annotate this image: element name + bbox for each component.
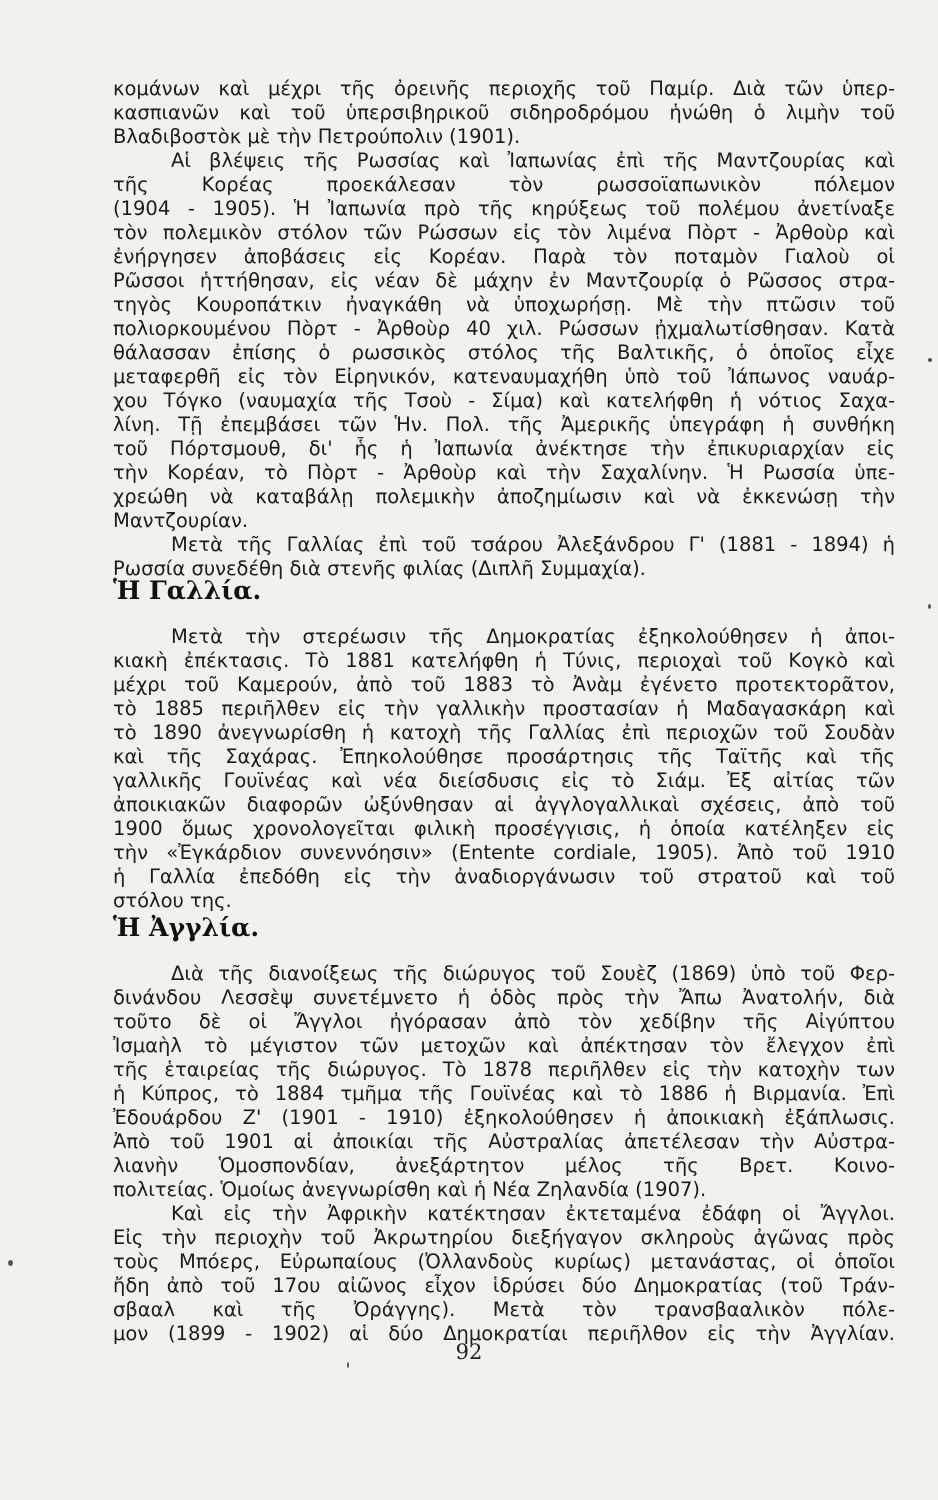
page-number: 92 (455, 1340, 483, 1364)
text-line: τηγὸς Κουροπάτκιν ἠναγκάθη νὰ ὑποχωρήσῃ. Μὲ τὴν πτῶσιν τοῦ (113, 293, 895, 316)
text-line: ἡ Γαλλία ἐπεδόθη εἰς τὴν ἀναδιοργάνωσιν τοῦ στρατοῦ καὶ τοῦ (113, 865, 895, 888)
text-line: τὴν Κορέαν, τὸ Πὸρτ - Ἀρθοὺρ καὶ τὴν Σαχαλίνην. Ἡ Ρωσσία ὑπε- (113, 461, 895, 484)
text-line: Καὶ εἰς τὴν Ἀφρικὴν κατέκτησαν ἐκτεταμένα ἐδάφη οἱ Ἄγγλοι. (171, 1202, 895, 1225)
text-line: τὸν πολεμικὸν στόλον τῶν Ρώσσων εἰς τὸν λιμένα Πὸρτ - Ἀρθοὺρ καὶ (113, 221, 895, 244)
text-line: Ἀπὸ τοῦ 1901 αἱ ἀποικίαι τῆς Αὐστραλίας ἀπετέλεσαν τὴν Αὐστρα- (113, 1130, 895, 1153)
text-line: Μετὰ τῆς Γαλλίας ἐπὶ τοῦ τσάρου Ἀλεξάνδρου Γ' (1881 - 1894) ἡ (171, 533, 895, 556)
france-heading: Ἡ Γαλλία. (113, 576, 262, 605)
england-heading: Ἡ Ἀγγλία. (113, 913, 260, 942)
scan-speck (928, 358, 932, 362)
text-line: τὴν «Ἐγκάρδιον συνεννόησιν» (Entente cordiale, 1905). Ἀπὸ τοῦ 1910 (113, 841, 895, 864)
text-line: 1900 ὅμως χρονολογεῖται φιλικὴ προσέγγισις, ἡ ὁποία κατέληξεν εἰς (113, 817, 895, 840)
text-line: Ρωσσία συνεδέθη διὰ στενῆς φιλίας (Διπλῆ Συμμαχία). (113, 557, 646, 580)
text-line: Διὰ τῆς διανοίξεως τῆς διώρυγος τοῦ Σουὲζ (1869) ὑπὸ τοῦ Φερ- (171, 962, 895, 985)
text-line: ἡ Κύπρος, τὸ 1884 τμῆμα τῆς Γουϊνέας καὶ τὸ 1886 ἡ Βιρμανία. Ἐπὶ (113, 1082, 895, 1105)
text-line: Εἰς τὴν περιοχὴν τοῦ Ἀκρωτηρίου διεξήγαγον σκληροὺς ἀγῶνας πρὸς (113, 1226, 895, 1249)
scan-speck (8, 1260, 13, 1266)
text-line: γαλλικῆς Γουϊνέας καὶ νέα διείσδυσις εἰς τὸ Σιάμ. Ἐξ αἰτίας τῶν (113, 769, 895, 792)
text-line: τὸ 1885 περιῆλθεν εἰς τὴν γαλλικὴν προστασίαν ἡ Μαδαγασκάρη καὶ (113, 697, 895, 720)
text-line: τοὺς Μπόερς, Εὐρωπαίους (Ὀλλανδοὺς κυρίως) μετανάστας, οἱ ὁποῖοι (113, 1250, 895, 1273)
russia-section-text (113, 77, 895, 581)
text-line: χου Τόγκο (ναυμαχία τῆς Τσοὺ - Σίμα) καὶ κατελήφθη ἡ νότιος Σαχα- (113, 389, 895, 412)
text-line: τοῦτο δὲ οἱ Ἄγγλοι ἠγόρασαν ἀπὸ τὸν χεδίβην τῆς Αἰγύπτου (113, 1010, 895, 1033)
text-line: μεταφερθῆ εἰς τὸν Εἰρηνικόν, κατεναυμαχήθη ὑπὸ τοῦ Ἰάπωνος ναυάρ- (113, 365, 895, 388)
text-line: λιανὴν Ὁμοσπονδίαν, ἀνεξάρτητον μέλος τῆς Βρετ. Κοινο- (113, 1154, 895, 1177)
text-line: στόλου της. (113, 889, 232, 912)
text-line: κασπιανῶν καὶ τοῦ ὑπερσιβηρικοῦ σιδηροδρόμου ἡνώθη ὁ λιμὴν τοῦ (113, 101, 895, 124)
text-line: λίνη. Τῇ ἐπεμβάσει τῶν Ἡν. Πολ. τῆς Ἀμερικῆς ὑπεγράφη ἡ συνθήκη (113, 413, 895, 436)
text-line: Ἐδουάρδου Ζ' (1901 - 1910) ἐξηκολούθησεν ἡ ἀποικιακὴ ἐξάπλωσις. (113, 1106, 895, 1129)
text-line: Ἰσμαὴλ τὸ μέγιστον τῶν μετοχῶν καὶ ἀπέκτησαν τὸν ἔλεγχον ἐπὶ (113, 1034, 895, 1057)
text-line: δινάνδου Λεσσὲψ συνετέμνετο ἡ ὁδὸς πρὸς τὴν Ἄπω Ἀνατολήν, διὰ (113, 986, 895, 1009)
text-line: μέχρι τοῦ Καμερούν, ἀπὸ τοῦ 1883 τὸ Ἀνὰμ ἐγένετο προτεκτορᾶτον, (113, 673, 895, 696)
text-line: θάλασσαν ἐπίσης ὁ ρωσσικὸς στόλος τῆς Βαλτικῆς, ὁ ὁποῖος εἶχε (113, 341, 895, 364)
text-line: μον (1899 - 1902) αἱ δύο Δημοκρατίαι περιῆλθον εἰς τὴν Ἀγγλίαν. (113, 1322, 895, 1345)
text-line: τὸ 1890 ἀνεγνωρίσθη ἡ κατοχὴ τῆς Γαλλίας ἐπὶ περιοχῶν τοῦ Σουδὰν (113, 721, 895, 744)
text-line: πολιορκουμένου Πὸρτ - Ἀρθοὺρ 40 χιλ. Ρώσσων ᾐχμαλωτίσθησαν. Κατὰ (113, 317, 895, 340)
text-line: τοῦ Πόρτσμουθ, δι' ἧς ἡ Ἰαπωνία ἀνέκτησε τὴν ἐπικυριαρχίαν εἰς (113, 437, 895, 460)
text-line: χρεώθη νὰ καταβάλῃ πολεμικὴν ἀποζημίωσιν καὶ νὰ ἐκκενώσῃ τὴν (113, 485, 895, 508)
england-section-text (113, 962, 895, 1346)
text-line: Βλαδιβοστὸκ μὲ τὴν Πετρούπολιν (1901). (113, 125, 521, 148)
text-line: σβααλ καὶ τῆς Ὀράγγης). Μετὰ τὸν τρανσβααλικὸν πόλε- (113, 1298, 895, 1321)
text-line: ἤδη ἀπὸ τοῦ 17ου αἰῶνος εἶχον ἱδρύσει δύο Δημοκρατίας (τοῦ Τράν- (113, 1274, 895, 1297)
text-line: Ρῶσσοι ἡττήθησαν, εἰς νέαν δὲ μάχην ἐν Μαντζουρίᾳ ὁ Ρῶσσος στρα- (113, 269, 895, 292)
text-line: (1904 - 1905). Ἡ Ἰαπωνία πρὸ τῆς κηρύξεως τοῦ πολέμου ἀνετίναξε (113, 197, 895, 220)
text-line: τῆς ἑταιρείας τῆς διώρυγος. Τὸ 1878 περιῆλθεν εἰς τὴν κατοχὴν των (113, 1058, 895, 1081)
text-line: Αἱ βλέψεις τῆς Ρωσσίας καὶ Ἰαπωνίας ἐπὶ τῆς Μαντζουρίας καὶ (171, 149, 895, 172)
text-line: ἀποικιακῶν διαφορῶν ὠξύνθησαν αἱ ἀγγλογαλλικαὶ σχέσεις, ἀπὸ τοῦ (113, 793, 895, 816)
text-line: καὶ τῆς Σαχάρας. Ἐπηκολούθησε προσάρτησις τῆς Ταϊτῆς καὶ τῆς (113, 745, 895, 768)
text-line: κιακὴ ἐπέκτασις. Τὸ 1881 κατελήφθη ἡ Τύνις, περιοχαὶ τοῦ Κογκὸ καὶ (113, 649, 895, 672)
text-line: πολιτείας. Ὁμοίως ἀνεγνωρίσθη καὶ ἡ Νέα Ζηλανδία (1907). (113, 1178, 707, 1201)
scan-speck (928, 604, 931, 609)
text-line: Μετὰ τὴν στερέωσιν τῆς Δημοκρατίας ἐξηκολούθησεν ἡ ἀποι- (171, 625, 895, 648)
france-section-text (113, 625, 895, 913)
scan-speck (347, 1362, 349, 1368)
text-line: Μαντζουρίαν. (113, 509, 249, 532)
text-line: τῆς Κορέας προεκάλεσαν τὸν ρωσσοϊαπωνικὸν πόλεμον (113, 173, 895, 196)
text-line: κομάνων καὶ μέχρι τῆς ὀρεινῆς περιοχῆς τοῦ Παμίρ. Διὰ τῶν ὑπερ- (113, 77, 895, 100)
text-line: ἐνήργησεν ἀποβάσεις εἰς Κορέαν. Παρὰ τὸν ποταμὸν Γιαλοὺ οἱ (113, 245, 895, 268)
